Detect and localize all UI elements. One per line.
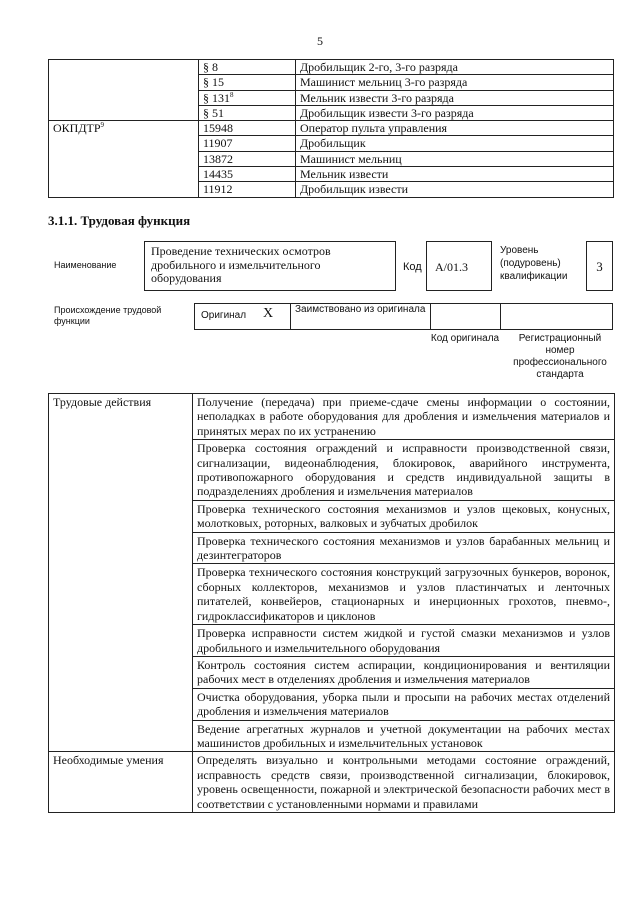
okpdtr-code-cell (199, 167, 296, 182)
okpdtr-row (49, 60, 614, 75)
required-skill-row (49, 752, 615, 813)
okpdtr-row (49, 75, 614, 90)
labor-action-item: Контроль состояния систем аспирации, кондиционирования и вентиляции рабочих мест в отделениях дробления и измельчения материалов (193, 656, 615, 688)
required-skill-heading: Необходимые умения (49, 752, 193, 813)
okpdtr-code: § 15 (203, 75, 224, 90)
labor-action-item: Получение (передача) при приеме-сдаче смены информации о состоянии, неполадках в работе оборудования для дробления и измельчения материалов и принятых мерах по их устранению (193, 394, 615, 440)
okpdtr-code: 14435 (203, 167, 233, 182)
okpdtr-name-cell: Машинист мельниц (296, 151, 614, 166)
okpdtr-name-cell: Дробильщик извести (296, 182, 614, 197)
okpdtr-label-cell (49, 136, 199, 151)
okpdtr-label-cell (49, 167, 199, 182)
function-name-value: Проведение технических осмотров дробильного и измельчительного оборудования (144, 241, 396, 291)
okpdtr-row (49, 105, 614, 120)
okpdtr-code: 13872 (203, 151, 233, 166)
okpdtr-name-cell: Дробильщик (296, 136, 614, 151)
okpdtr-label-cell (49, 182, 199, 197)
okpdtr-code-cell (199, 182, 296, 197)
okpdtr-row (49, 136, 614, 151)
okpdtr-code: 11912 (203, 182, 233, 197)
okpdtr-row (49, 167, 614, 182)
okpdtr-code: § 8 (203, 60, 218, 74)
okpdtr-label-cell (49, 121, 199, 136)
okpdtr-name-cell: Оператор пульта управления (296, 121, 614, 136)
labor-action-item: Ведение агрегатных журналов и учетной документации на рабочих местах машинистов дробильных и измельчительных установок (193, 720, 615, 752)
okpdtr-label: ОКПДТР (53, 121, 101, 136)
labor-action-item: Проверка технического состояния механизмов и узлов барабанных мельниц и дезинтеграторов (193, 532, 615, 564)
origin-original-cell (195, 304, 291, 329)
labor-action-item: Проверка технического состояния механизмов и узлов щековых, конусных, молотковых, роторных, валковых и зубчатых дробилок (193, 500, 615, 532)
okpdtr-table (48, 59, 614, 198)
kod-value: А/01.3 (426, 241, 492, 291)
origin-label: Происхождение трудовой функции (54, 305, 162, 326)
okpdtr-name-cell: Дробильщик извести 3-го разряда (296, 105, 614, 120)
function-details-table (48, 393, 615, 813)
okpdtr-code-cell (199, 136, 296, 151)
origin-original-label: Оригинал (201, 310, 247, 321)
okpdtr-code-cell (199, 105, 296, 120)
okpdtr-code: 15948 (203, 121, 233, 136)
required-skill-item: Определять визуально и контрольными методами состояние ограждений, исправность средств связи, производственной сигнализации, блокировок, уровень освещенности, пожарной и электрической безопасности рабочих мест в соответствии с установленными нормами и правилами (193, 752, 615, 813)
origin-code-cell (431, 304, 501, 329)
okpdtr-row (49, 182, 614, 197)
reg-number-label: Регистрационный номер профессионального стандарта (513, 333, 607, 380)
okpdtr-name-cell: Мельник извести 3-го разряда (296, 90, 614, 105)
labor-action-row (49, 394, 615, 440)
section-title: 3.1.1. Трудовая функция (48, 213, 191, 228)
page-number: 5 (317, 34, 323, 48)
okpdtr-code-cell (199, 151, 296, 166)
okpdtr-name-cell: Мельник извести (296, 167, 614, 182)
labor-action-heading: Трудовые действия (49, 394, 193, 752)
okpdtr-label-cell (49, 90, 199, 105)
okpdtr-code-cell (199, 60, 296, 75)
origin-table (194, 303, 613, 330)
okpdtr-row (49, 90, 614, 105)
okpdtr-label-cell (49, 60, 199, 75)
origin-mark: X (263, 306, 274, 321)
okpdtr-row (49, 121, 614, 136)
okpdtr-code-footnote: 8 (230, 90, 234, 99)
okpdtr-code-cell (199, 90, 296, 105)
okpdtr-code: § 51 (203, 105, 224, 120)
okpdtr-label-cell (49, 151, 199, 166)
okpdtr-name-cell: Машинист мельниц 3-го разряда (296, 75, 614, 90)
labor-action-item: Проверка технического состояния конструкций загрузочных бункеров, воронок, сборных коллекторов, механизмов и узлов пластинчатых и ленточных питателей, конвейеров, стационарных и инерционных грохотов, пневмо-, гидроклассификаторов и циклонов (193, 564, 615, 625)
okpdtr-code: 11907 (203, 136, 233, 151)
okpdtr-name-cell: Дробильщик 2-го, 3-го разряда (296, 60, 614, 75)
okpdtr-row (49, 151, 614, 166)
origin-borrowed-cell (291, 304, 431, 329)
labor-action-item: Проверка исправности систем жидкой и густой смазки механизмов и узлов дробильного и измельчительного оборудования (193, 625, 615, 657)
kod-label: Код (403, 261, 422, 273)
okpdtr-code-cell (199, 121, 296, 136)
okpdtr-label-cell (49, 105, 199, 120)
okpdtr-label-footnote: 9 (100, 121, 105, 130)
kod-original-label: Код оригинала (430, 333, 500, 344)
name-label: Наименование (54, 260, 117, 270)
okpdtr-code-cell (199, 75, 296, 90)
okpdtr-code: § 131 (203, 90, 230, 105)
labor-action-item: Проверка состояния ограждений и исправности производственной связи, сигнализации, видеонаблюдения, блокировок, аварийного инструмента, противопожарного оборудования и средств индивидуальной защиты в подразделениях дробления и измельчения материалов (193, 440, 615, 501)
okpdtr-label-cell (49, 75, 199, 90)
level-value: 3 (586, 241, 613, 291)
level-label: Уровень (подуровень) квалификации (500, 245, 568, 282)
labor-action-item: Очистка оборудования, уборка пыли и просыпи на рабочих местах отделений дробления и измельчения материалов (193, 688, 615, 720)
origin-borrowed-label: Заимствовано из оригинала (295, 304, 426, 315)
